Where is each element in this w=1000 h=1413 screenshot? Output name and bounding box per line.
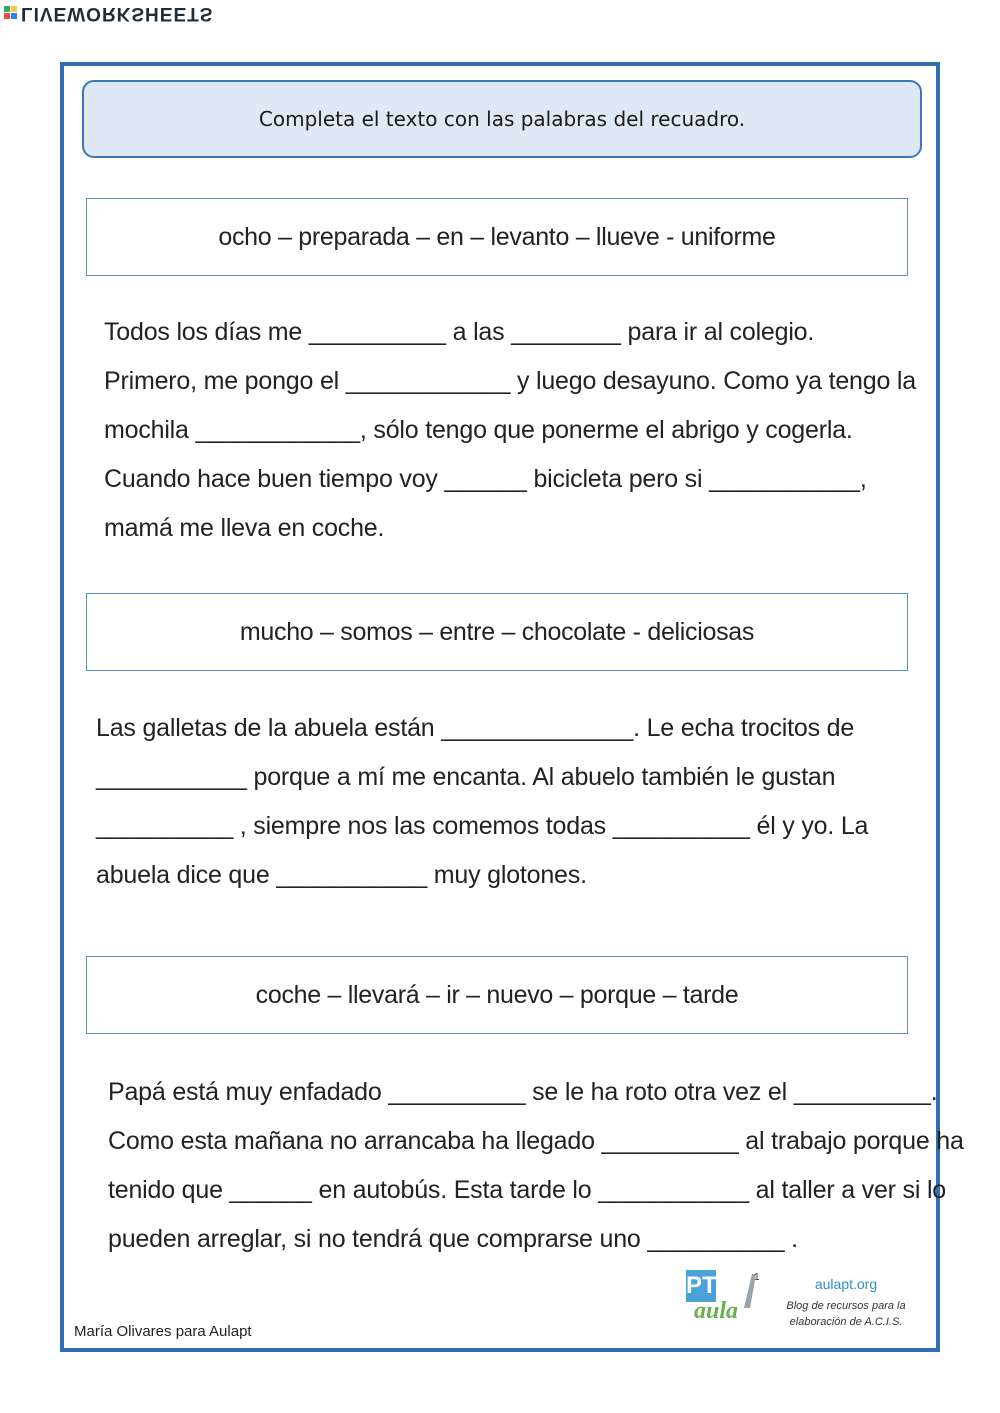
aulapt-logo [686, 1264, 774, 1334]
word-bank-1 [86, 198, 908, 276]
exercise-1-paragraph [104, 308, 916, 553]
author-credit: María Olivares para Aulapt [74, 1323, 252, 1340]
site-url[interactable]: aulapt.org [814, 1276, 878, 1292]
site-info [776, 1276, 916, 1330]
word-bank-3-text: coche – llevará – ir – nuevo – porque – tarde [255, 980, 739, 1009]
text-line: Las galletas de la abuela están ______________. Le echa trocitos de [96, 714, 855, 742]
word-bank-2-text: mucho – somos – entre – chocolate - deliciosas [239, 617, 755, 646]
text-line: __________ , siempre nos las comemos todas __________ él y yo. La [96, 812, 869, 840]
logo-aula-text: aula [694, 1298, 739, 1324]
worksheet-frame [60, 62, 964, 1352]
brand-name: LIVEWORKSHEETS [21, 3, 214, 24]
text-line: pueden arreglar, si no tendrá que comprarse uno __________ . [108, 1225, 798, 1253]
text-line: mochila ____________, sólo tengo que ponerme el abrigo y cogerla. [104, 416, 853, 444]
logo-figure-icon [740, 1268, 764, 1312]
word-bank-1-text: ocho – preparada – en – levanto – llueve - uniforme [218, 222, 776, 251]
liveworksheets-logo-icon [4, 7, 17, 20]
site-description-line-1: Blog de recursos para la [786, 1300, 906, 1312]
exercise-3-paragraph [108, 1068, 964, 1264]
liveworksheets-brand [4, 2, 213, 24]
word-bank-3 [86, 956, 908, 1034]
logo-letter-p: PT [686, 1270, 716, 1302]
word-bank-2 [86, 593, 908, 671]
instruction-banner [82, 80, 922, 158]
text-line: tenido que ______ en autobús. Esta tarde lo ___________ al taller a ver si lo [108, 1176, 947, 1204]
text-line: Cuando hace buen tiempo voy ______ bicicleta pero si ___________, [104, 465, 867, 493]
exercise-2-paragraph [96, 704, 868, 900]
text-line: Primero, me pongo el ____________ y luego desayuno. Como ya tengo la [104, 367, 916, 395]
text-line: Todos los días me __________ a las ________ para ir al colegio. [104, 318, 815, 346]
svg-text:1: 1 [754, 1272, 760, 1283]
text-line: ___________ porque a mí me encanta. Al abuelo también le gustan [96, 763, 836, 791]
text-line: mamá me lleva en coche. [104, 514, 385, 542]
text-line: Como esta mañana no arrancaba ha llegado __________ al trabajo porque ha [108, 1127, 964, 1155]
instruction-text: Completa el texto con las palabras del recuadro. [258, 107, 746, 131]
text-line: Papá está muy enfadado __________ se le ha roto otra vez el __________. [108, 1078, 938, 1106]
site-description-line-2: elaboración de A.C.I.S. [789, 1316, 903, 1328]
text-line: abuela dice que ___________ muy glotones. [96, 861, 587, 889]
